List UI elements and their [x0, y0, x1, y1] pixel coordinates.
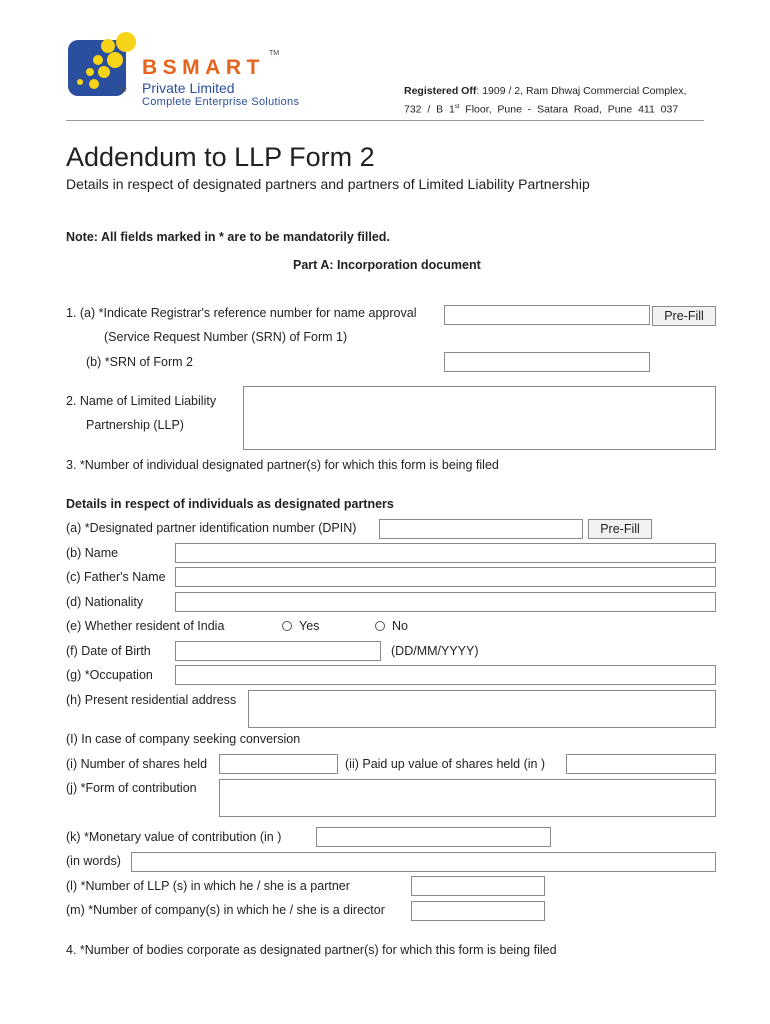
address-line-2-post: Floor, Pune - Satara Road, Pune 411 037	[459, 103, 679, 116]
dpin-prefill-button[interactable]: Pre-Fill	[588, 519, 652, 539]
company-count-input[interactable]	[411, 901, 545, 921]
page-subtitle: Details in respect of designated partners and partners of Limited Liability Partnership	[66, 176, 590, 192]
q1a-sublabel: (Service Request Number (SRN) of Form 1)	[104, 330, 348, 344]
q1a-label: 1. (a) *Indicate Registrar's reference number for name approval	[66, 306, 417, 320]
q1-prefill-button[interactable]: Pre-Fill	[652, 306, 716, 326]
residential-address-label: (h) Present residential address	[66, 693, 237, 707]
in-words-label: (in words)	[66, 854, 121, 868]
shares-held-input[interactable]	[219, 754, 338, 774]
shares-held-label: (i) Number of shares held	[66, 757, 208, 771]
q3-label: 3. *Number of individual designated partner(s) for which this form is being filed	[66, 458, 499, 472]
name-input[interactable]	[175, 543, 716, 563]
q4-label: 4. *Number of bodies corporate as designated partner(s) for which this form is being filed	[66, 943, 557, 957]
dob-label: (f) Date of Birth	[66, 644, 151, 658]
paid-up-value-label: (ii) Paid up value of shares held (in )	[345, 757, 546, 771]
nationality-input[interactable]	[175, 592, 716, 612]
q2-label-line1: 2. Name of Limited Liability	[66, 394, 217, 408]
name-label: (b) Name	[66, 546, 119, 560]
nationality-label: (d) Nationality	[66, 595, 144, 609]
company-logo	[66, 32, 316, 112]
part-a-heading: Part A: Incorporation document	[293, 258, 481, 272]
occupation-label: (g) *Occupation	[66, 668, 153, 682]
q2-label-line2: Partnership (LLP)	[86, 418, 184, 432]
mandatory-note: Note: All fields marked in * are to be mandatorily filled.	[66, 230, 390, 244]
conversion-label: (I) In case of company seeking conversion	[66, 732, 301, 746]
dpin-input[interactable]	[379, 519, 583, 539]
resident-yes-label: Yes	[299, 619, 320, 633]
resident-yes-radio[interactable]	[282, 621, 292, 631]
srn-form2-input[interactable]	[444, 352, 650, 372]
monetary-value-label: (k) *Monetary value of contribution (in )	[66, 830, 282, 844]
dpin-label: (a) *Designated partner identification number (DPIN)	[66, 521, 357, 535]
monetary-value-input[interactable]	[316, 827, 551, 847]
address-label: Registered Off	[404, 85, 477, 97]
section-heading: Details in respect of individuals as designated partners	[66, 497, 394, 511]
father-name-label: (c) Father's Name	[66, 570, 166, 584]
address-line-2-sup: st	[454, 104, 460, 110]
header-divider	[66, 120, 704, 121]
resident-label: (e) Whether resident of India	[66, 619, 225, 633]
in-words-input[interactable]	[131, 852, 716, 872]
logo-trademark: TM	[269, 50, 280, 57]
address-line-1: : 1909 / 2, Ram Dhwaj Commercial Complex,	[476, 85, 687, 97]
llp-count-label: (l) *Number of LLP (s) in which he / she is a partner	[66, 879, 350, 893]
occupation-input[interactable]	[175, 665, 716, 685]
logo-subtitle-2: Complete Enterprise Solutions	[142, 96, 300, 108]
address-line-2-pre: 732 / B 1	[404, 103, 455, 116]
residential-address-input[interactable]	[248, 690, 716, 728]
resident-no-label: No	[392, 619, 408, 633]
logo-mark-icon	[66, 32, 146, 102]
logo-tm-small: TM	[118, 88, 127, 94]
paid-up-value-input[interactable]	[566, 754, 716, 774]
registrar-reference-input[interactable]	[444, 305, 650, 325]
logo-brand-name: BSMART	[142, 56, 265, 79]
logo-subtitle-1: Private Limited	[142, 80, 235, 96]
llp-name-input[interactable]	[243, 386, 716, 450]
contribution-form-label: (j) *Form of contribution	[66, 781, 197, 795]
registered-address	[404, 83, 704, 118]
llp-count-input[interactable]	[411, 876, 545, 896]
dob-format-hint: (DD/MM/YYYY)	[391, 644, 479, 658]
resident-no-radio[interactable]	[375, 621, 385, 631]
q1b-label: (b) *SRN of Form 2	[86, 355, 193, 369]
contribution-form-input[interactable]	[219, 779, 716, 817]
dob-input[interactable]	[175, 641, 381, 661]
father-name-input[interactable]	[175, 567, 716, 587]
page-title: Addendum to LLP Form 2	[66, 142, 375, 172]
company-count-label: (m) *Number of company(s) in which he / she is a director	[66, 903, 385, 917]
